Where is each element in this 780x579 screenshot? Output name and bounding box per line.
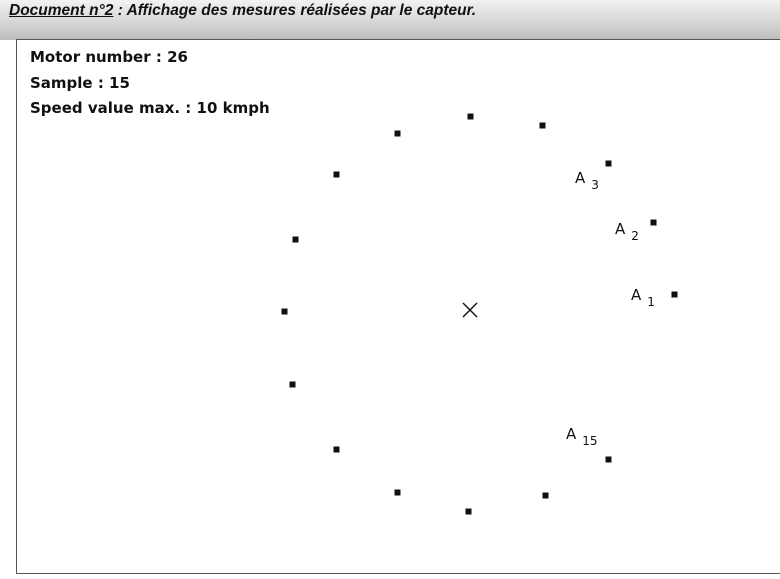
measurement-point — [293, 237, 299, 243]
measurement-point — [290, 382, 296, 388]
point-label-a3: A $_3$ — [575, 169, 599, 192]
measurement-point — [395, 490, 401, 496]
point-label-a2: A $_2$ — [615, 220, 639, 243]
measurement-point — [334, 447, 340, 453]
measurement-point — [606, 161, 612, 167]
document-caption: : Affichage des mesures réalisées par le capteur. — [113, 2, 477, 19]
point-label-a1: A $_1$ — [631, 286, 655, 309]
measurement-point — [540, 123, 546, 129]
measurement-point — [282, 309, 288, 315]
measurement-point — [466, 509, 472, 515]
measurement-point — [334, 172, 340, 178]
measurement-point — [468, 114, 474, 120]
measurement-point — [672, 292, 678, 298]
measurement-point — [651, 220, 657, 226]
measurement-point — [395, 131, 401, 137]
center-cross-icon — [463, 303, 477, 317]
measurement-point — [606, 457, 612, 463]
speed-max-text: Speed value max. : 10 kmph — [30, 99, 270, 117]
document-reference: Document n°2 — [9, 2, 114, 19]
measurement-point — [543, 493, 549, 499]
point-label-a15: A $_{15}$ — [566, 425, 598, 448]
motor-number-text: Motor number : 26 — [30, 48, 188, 66]
sample-text: Sample : 15 — [30, 74, 130, 92]
